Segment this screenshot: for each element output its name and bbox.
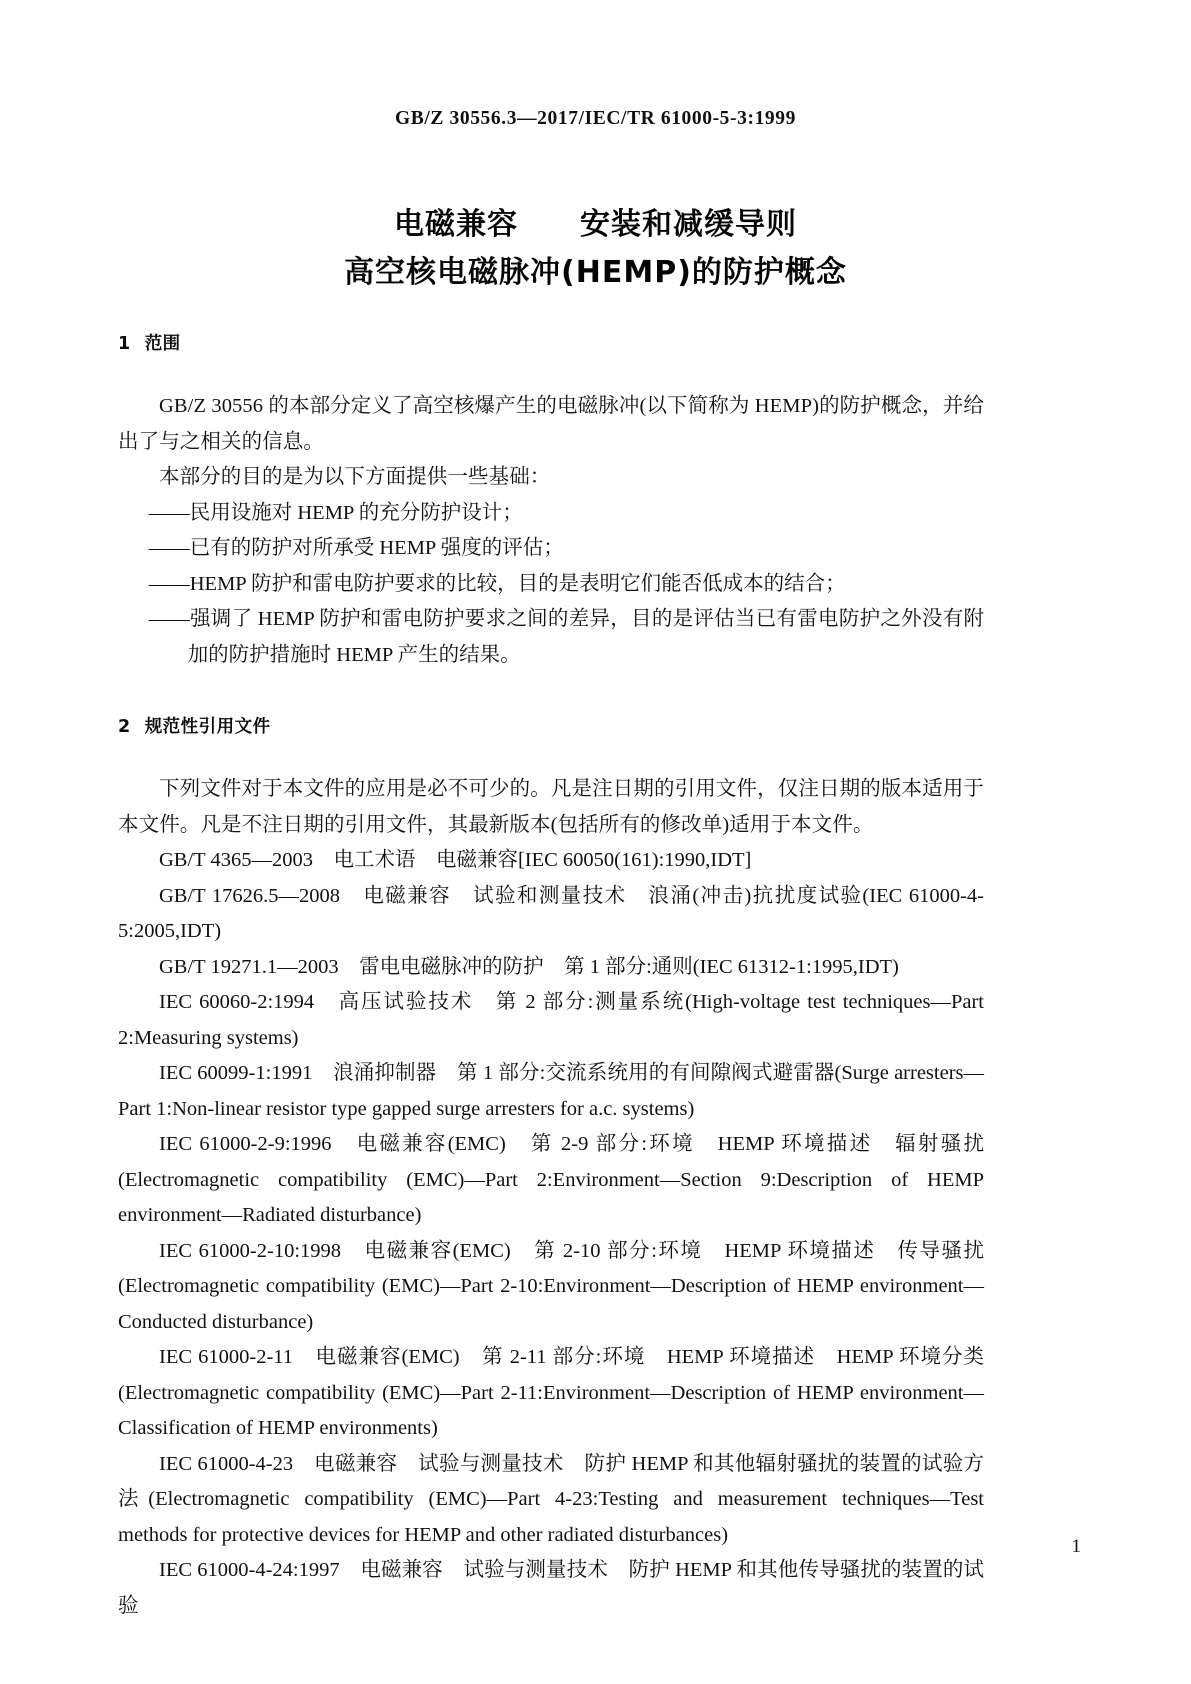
scope-list-item: ——已有的防护对所承受 HEMP 强度的评估； xyxy=(148,537,564,559)
document-title-line-1: 电磁兼容 安装和减缓导则 xyxy=(394,207,797,242)
reference-entry: IEC 61000-2-10:1998 电磁兼容(EMC) 第 2-10 部分:环境 HEMP 环境描述 传导骚扰(Electromagnetic compatibility (EMC)—Part 2-10:Environment—Description of HEMP environment—Conducted disturbance) xyxy=(118,1239,984,1333)
reference-entry: IEC 61000-2-9:1996 电磁兼容(EMC) 第 2-9 部分:环境 HEMP 环境描述 辐射骚扰(Electromagnetic compatibility (EMC)—Part 2:Environment—Section 9:Description of HEMP environment—Radiated disturbance) xyxy=(118,1133,984,1226)
document-body xyxy=(118,330,984,1624)
reference-entry: GB/T 19271.1—2003 雷电电磁脉冲的防护 第 1 部分:通则(IEC 61312-1:1995,IDT) xyxy=(159,955,899,978)
scope-list-item: ——HEMP 防护和雷电防护要求的比较，目的是表明它们能否低成本的结合； xyxy=(148,572,846,595)
reference-entry: IEC 61000-4-23 电磁兼容 试验与测量技术 防护 HEMP 和其他辐射骚扰的装置的试验方法(Electromagnetic compatibility (EMC)—Part 4-23:Testing and measurement techniques—Test methods for protective devices for HEMP and other radiated disturbances) xyxy=(118,1452,984,1546)
document-title-line-2: 高空核电磁脉冲(HEMP)的防护概念 xyxy=(344,255,847,290)
reference-entry: GB/T 17626.5—2008 电磁兼容 试验和测量技术 浪涌(冲击)抗扰度试验(IEC 61000-4-5:2005,IDT) xyxy=(118,884,984,942)
section-heading-normative-references xyxy=(118,713,984,738)
section-number-2: 2 xyxy=(118,717,131,737)
page-number: 1 xyxy=(1071,1536,1081,1557)
reference-entry: IEC 60099-1:1991 浪涌抑制器 第 1 部分:交流系统用的有间隙阀式避雷器(Surge arresters—Part 1:Non-linear resistor type gapped surge arresters for a.c. systems) xyxy=(118,1062,984,1120)
scope-paragraph-1: GB/Z 30556 的本部分定义了高空核爆产生的电磁脉冲(以下简称为 HEMP)的防护概念，并给出了与之相关的信息。 xyxy=(118,395,984,453)
scope-paragraph-2: 本部分的目的是为以下方面提供一些基础： xyxy=(159,466,551,488)
running-header: GB/Z 30556.3—2017/IEC/TR 61000-5-3:1999 xyxy=(395,108,796,129)
reference-entry: GB/T 4365—2003 电工术语 电磁兼容[IEC 60050(161):1990,IDT] xyxy=(159,849,752,871)
document-title xyxy=(0,202,1191,296)
section-heading-scope xyxy=(118,330,984,355)
section-number-1: 1 xyxy=(118,334,131,354)
reference-entry: IEC 60060-2:1994 高压试验技术 第 2 部分:测量系统(High-voltage test techniques—Part 2:Measuring systems) xyxy=(118,991,984,1049)
scope-list-item: ——强调了 HEMP 防护和雷电防护要求之间的差异，目的是评估当已有雷电防护之外没有附加的防护措施时 HEMP 产生的结果。 xyxy=(148,608,984,666)
section-title-2: 规范性引用文件 xyxy=(144,717,271,737)
reference-entry: IEC 61000-4-24:1997 电磁兼容 试验与测量技术 防护 HEMP 和其他传导骚扰的装置的试验 xyxy=(118,1559,984,1617)
normative-refs-intro: 下列文件对于本文件的应用是必不可少的。凡是注日期的引用文件，仅注日期的版本适用于本文件。凡是不注日期的引用文件，其最新版本(包括所有的修改单)适用于本文件。 xyxy=(118,778,984,836)
scope-list-item: ——民用设施对 HEMP 的充分防护设计； xyxy=(148,501,523,524)
section-title-1: 范围 xyxy=(144,334,181,354)
reference-entry: IEC 61000-2-11 电磁兼容(EMC) 第 2-11 部分:环境 HEMP 环境描述 HEMP 环境分类(Electromagnetic compatibility (EMC)—Part 2-11:Environment—Description of HEMP environment—Classification of HEMP environments) xyxy=(118,1346,984,1439)
